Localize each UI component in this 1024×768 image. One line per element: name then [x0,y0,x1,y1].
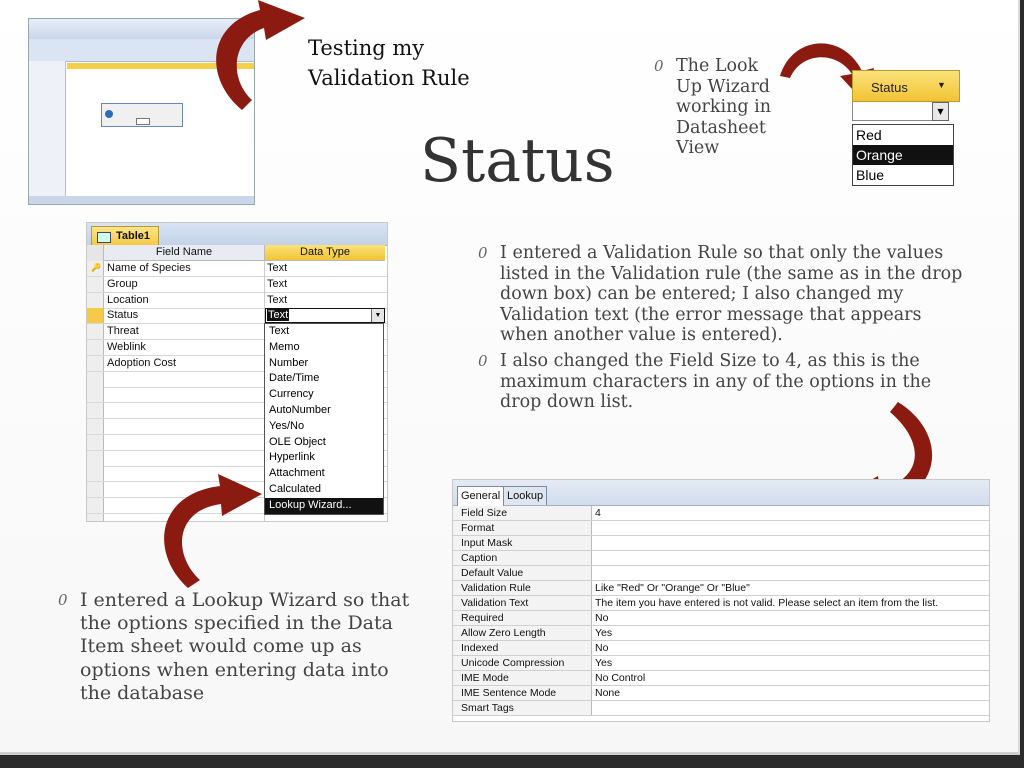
bullet-lookup-wizard [58,589,425,705]
bullet-marker: 0 [654,57,664,75]
row-selector[interactable] [87,387,104,402]
data-type-header: Data Type [265,245,385,261]
row-selector[interactable] [87,482,104,497]
property-value[interactable]: No [592,641,990,656]
chevron-down-icon: ▼ [937,80,946,90]
property-row [453,701,989,716]
column-divider [264,277,265,293]
property-row [453,596,989,611]
property-label: Format [453,521,592,536]
property-value[interactable]: Like "Red" Or "Orange" Or "Blue" [592,581,990,596]
property-label: Allow Zero Length [453,626,592,641]
page-title: Status [420,126,615,196]
dropdown-arrow-icon[interactable]: ▼ [932,102,949,121]
data-type-cell[interactable]: Text [267,293,288,306]
property-row [453,551,989,566]
property-row [453,536,989,551]
field-name-cell[interactable]: Group [107,277,138,290]
row-selector[interactable] [87,277,104,292]
field-name-cell[interactable]: Threat [107,325,139,338]
caption-line-2: Validation Rule [308,66,470,90]
property-label: Validation Text [453,596,592,611]
field-name-cell[interactable]: Adoption Cost [107,356,177,369]
info-icon [105,110,113,118]
bullet-marker: 0 [478,352,488,370]
property-label: Caption [453,551,592,566]
data-type-option[interactable]: OLE Object [269,435,326,448]
field-name-cell[interactable]: Weblink [107,341,146,353]
data-type-dropdown-list [264,323,384,515]
column-divider [264,293,265,309]
property-row [453,686,989,701]
row-selector[interactable] [87,514,104,522]
property-row [453,506,989,521]
property-label: IME Sentence Mode [453,686,592,701]
property-label: Input Mask [453,536,592,551]
tab-general[interactable]: General [457,486,504,506]
property-row [453,521,989,536]
data-type-cell[interactable]: Text [267,277,288,290]
thumb-ok-button [136,118,150,125]
row-selector[interactable] [87,356,104,371]
property-row [453,641,989,656]
row-selector[interactable] [87,324,104,339]
bullet-text: I also changed the Field Size to 4, as this is the maximum characters in any of the options in the drop down list. [500,351,932,412]
design-row[interactable] [87,293,387,309]
row-selector[interactable] [87,372,104,387]
properties-table [453,506,989,716]
property-value[interactable] [592,521,990,536]
tab-label: Table1 [116,230,151,242]
design-column-headers [87,245,387,261]
property-label: Unicode Compression [453,656,592,671]
field-properties-panel [452,479,990,722]
bullet-marker: 0 [478,244,488,262]
tab-lookup[interactable]: Lookup [503,486,547,505]
status-lookup-datasheet [852,70,960,186]
curved-arrow-icon [200,0,310,115]
design-row[interactable] [87,261,387,277]
option-red[interactable]: Red [856,127,882,143]
data-type-option[interactable]: Calculated [269,482,321,495]
data-type-option[interactable]: Date/Time [269,372,320,385]
column-header-label: Status [871,80,908,95]
primary-key-icon: 🔑 [91,263,101,272]
field-name-cell[interactable]: Name of Species [107,262,191,274]
thumb-status-bar [29,196,254,204]
row-selector[interactable] [87,419,104,434]
field-name-header: Field Name [104,245,265,261]
data-type-option[interactable]: Attachment [269,467,325,480]
data-type-select[interactable] [265,308,385,323]
option-orange[interactable]: Orange [853,145,953,165]
data-type-option[interactable]: Number [269,356,309,369]
row-selector[interactable] [87,466,104,481]
design-row[interactable] [87,308,387,324]
property-row [453,611,989,626]
data-type-option[interactable]: AutoNumber [269,403,331,416]
property-row [453,671,989,686]
data-type-option[interactable]: Yes/No [269,419,305,432]
property-label: Field Size [453,506,592,521]
property-value[interactable]: No [592,611,990,626]
property-label: Indexed [453,641,592,656]
property-label: Default Value [453,566,592,581]
bullet-line: Up Wizard [676,76,771,97]
data-type-option[interactable]: Currency [269,388,314,401]
property-value[interactable]: 4 [592,506,990,521]
data-type-option[interactable]: Memo [269,340,300,353]
bullet-validation-rule [478,243,970,346]
property-label: Required [453,611,592,626]
property-label: Smart Tags [453,701,592,716]
bullet-text: I entered a Lookup Wizard so that the options specified in the Data Item sheet would come up as options when entering data into the database [80,589,410,704]
bullet-text: I entered a Validation Rule so that only the values listed in the Validation rule (the same as in the drop down box) can be entered; I also changed my Validation text (the error message that appears when another value is entered). [500,243,963,345]
property-value[interactable]: None [592,686,990,701]
field-name-cell[interactable]: Location [107,293,149,306]
tab-table1[interactable] [91,226,159,246]
property-row [453,581,989,596]
data-type-option[interactable]: Hyperlink [269,451,315,464]
property-row [453,656,989,671]
bullet-line: The Look [676,56,759,76]
bullet-marker: 0 [58,591,68,609]
property-value[interactable]: Yes [592,656,990,671]
row-selector[interactable] [87,308,104,323]
thumb-error-dialog [101,103,183,127]
property-label: Validation Rule [453,581,592,596]
data-type-option[interactable]: Text [269,325,290,337]
data-type-option[interactable]: Lookup Wizard... [265,498,383,514]
row-selector[interactable] [87,293,104,308]
status-cell[interactable] [852,102,949,121]
table-icon [97,232,111,243]
properties-tabs [453,480,989,506]
property-value[interactable] [592,551,990,566]
data-type-value: Text [268,309,289,322]
data-type-cell[interactable]: Text [267,262,288,274]
design-row[interactable] [87,277,387,293]
field-name-cell[interactable]: Status [107,309,139,322]
row-selector[interactable] [87,451,104,466]
property-value[interactable] [592,536,990,551]
property-row [453,566,989,581]
bullet-line: working in [676,97,771,117]
row-selector[interactable] [87,403,104,418]
property-value[interactable]: Yes [592,626,990,641]
dropdown-arrow-icon[interactable]: ▼ [371,309,384,322]
caption-line-1: Testing my [308,36,425,60]
property-value[interactable]: No Control [592,671,990,686]
property-value[interactable]: The item you have entered is not valid. Please select an item from the list. [592,596,990,611]
bullet-line: Datasheet [676,117,766,138]
status-column-header[interactable] [852,70,960,102]
curved-arrow-icon [150,474,265,592]
property-row [453,626,989,641]
row-selector[interactable] [87,435,104,450]
row-selector[interactable] [87,340,104,355]
property-label: IME Mode [453,671,592,686]
status-options-list [852,124,954,186]
table-tab-bar [87,223,387,246]
bullet-lookup-datasheet [654,56,771,159]
row-selector-header [87,245,104,262]
option-blue[interactable]: Blue [856,167,885,183]
caption-testing-validation [308,33,470,93]
row-selector[interactable] [87,498,104,513]
bullet-line: View [676,138,720,158]
column-divider [264,261,265,277]
thumb-nav-pane [29,61,66,196]
property-value[interactable] [592,701,990,716]
property-value[interactable] [592,566,990,581]
